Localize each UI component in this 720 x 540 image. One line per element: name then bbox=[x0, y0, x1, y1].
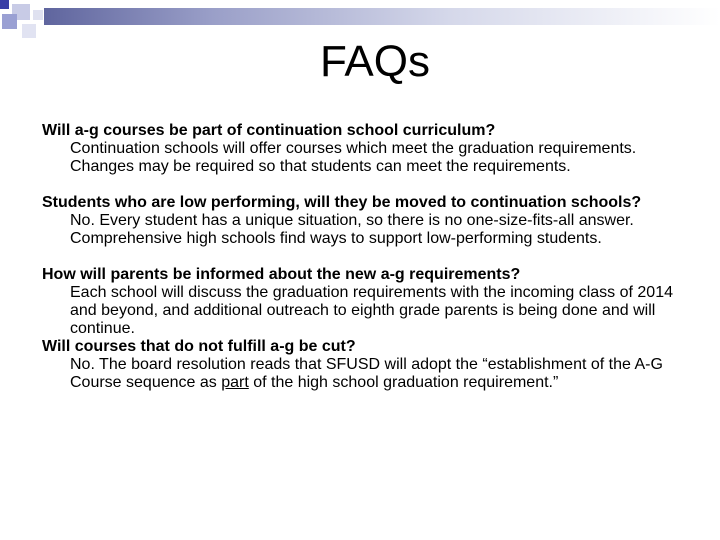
answer-text: No. The board resolution reads that SFUSD will adopt the “establishment of the A-G Course sequence as bbox=[70, 356, 663, 391]
faq-item bbox=[42, 338, 682, 392]
underlined-word: part bbox=[221, 374, 249, 391]
decor-square bbox=[2, 14, 17, 29]
faq-item bbox=[42, 122, 682, 176]
faq-question: Students who are low performing, will they be moved to continuation schools? bbox=[42, 194, 642, 211]
answer-text: of the high school graduation requirement.” bbox=[248, 374, 559, 391]
decor-square bbox=[33, 10, 43, 20]
header-gradient-bar bbox=[44, 8, 720, 25]
faq-question: How will parents be informed about the new a-g requirements? bbox=[42, 266, 521, 283]
faq-answer: Continuation schools will offer courses which meet the graduation requirements. Changes may be required so that students can meet the requirements. bbox=[70, 140, 637, 175]
faq-answer: No. Every student has a unique situation, so there is no one-size-fits-all answer. Comprehensive high schools find ways to support low-performing students. bbox=[70, 212, 634, 247]
faq-answer: Each school will discuss the graduation requirements with the incoming class of 2014 and beyond, and additional outreach to eighth grade parents is being done and will continue. bbox=[70, 284, 673, 337]
faq-list bbox=[42, 122, 682, 392]
faq-question: Will a-g courses be part of continuation school curriculum? bbox=[42, 122, 496, 139]
faq-item bbox=[42, 266, 682, 338]
faq-question: Will courses that do not fulfill a-g be cut? bbox=[42, 338, 356, 355]
faq-item bbox=[42, 194, 682, 248]
slide-title: FAQs bbox=[319, 37, 431, 86]
faq-answer bbox=[42, 356, 682, 392]
decor-square bbox=[0, 0, 9, 9]
